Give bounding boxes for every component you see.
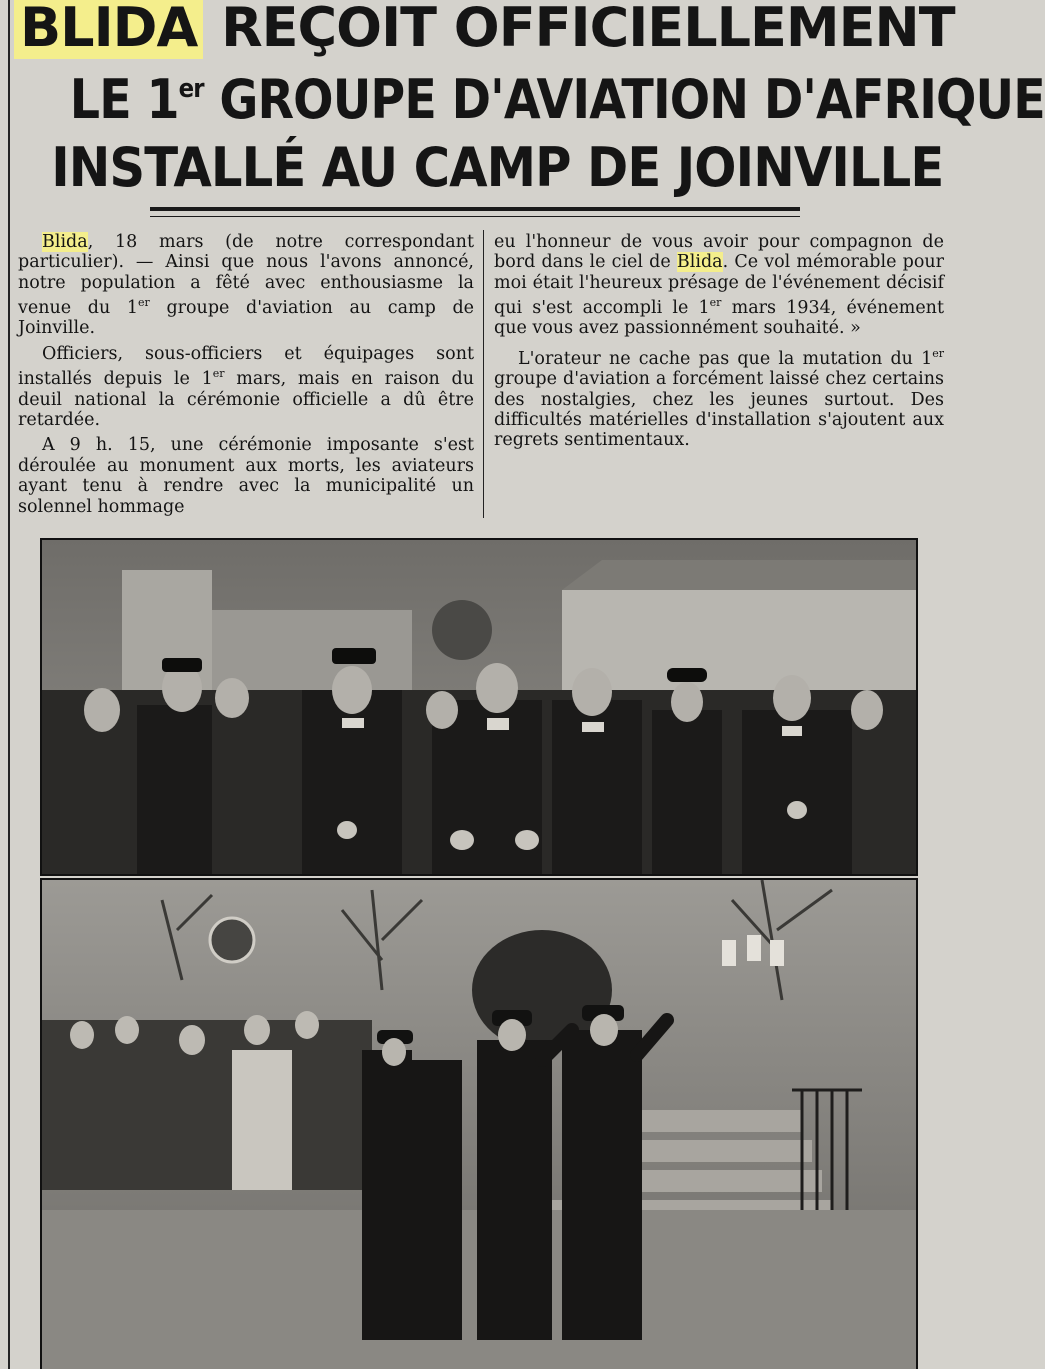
photo-monument-salute: [40, 878, 918, 1369]
headline-highlight-blida: BLIDA: [14, 0, 203, 59]
paragraph-4: [494, 232, 944, 339]
column-rule-left: [8, 0, 10, 1369]
headline-line-2-a: LE 1: [69, 68, 179, 131]
photo-monument-image: [42, 880, 916, 1369]
column-divider: [483, 230, 484, 518]
superscript: er: [932, 346, 944, 360]
paragraph-1-end: groupe d'aviation au camp de Joinville.: [18, 298, 475, 339]
place-highlight-blida-2: Blida: [676, 252, 723, 273]
paragraph-4-b: . Ce vol mémorable pour moi était l'heureux présage de l'événement décisif qui s'est accompli le 1: [494, 252, 944, 319]
headline-divider: [150, 207, 800, 217]
paragraph-5: [494, 344, 944, 451]
paragraph-5-a: L'orateur ne cache pas que la mutation du 1: [518, 348, 933, 369]
headline-line-1-text: REÇOIT OFFICIELLEMENT: [203, 0, 955, 59]
article-column-left: [18, 232, 474, 517]
paragraph-5-b: groupe d'aviation a forcément laissé chez certains des nostalgies, chez les jeunes surtout. Des difficultés matérielles d'installation s'ajoutent aux regrets sentimentaux.: [494, 369, 944, 451]
photo-officers-group: [40, 538, 918, 876]
headline-superscript: er: [178, 74, 204, 104]
paragraph-3: A 9 h. 15, une cérémonie imposante s'est déroulée au monument aux morts, les aviateurs ayant tenu à rendre avec la municipalité un solennel hommage: [18, 435, 474, 517]
paragraph-2-a: Officiers, sous-officiers et équipages sont installés depuis le 1: [18, 343, 474, 390]
headline-line-1: [14, 0, 955, 59]
paragraph-4-a: eu l'honneur de vous avoir pour compagnon de bord dans le ciel de: [494, 232, 944, 273]
headline-line-2-b: GROUPE D'AVIATION D'AFRIQUE: [203, 68, 1045, 131]
paragraph-1-text: , 18 mars (de notre correspondant particulier). — Ainsi que nous l'avons annoncé, notre population a fêté avec enthousiasme la venue du 1: [18, 232, 474, 319]
superscript: er: [709, 296, 722, 310]
paragraph-4-c: mars 1934, événement que vous avez passionnément souhaité. »: [494, 298, 944, 339]
paragraph-2: [18, 344, 474, 430]
article-column-right: [494, 232, 944, 451]
superscript: er: [138, 296, 150, 310]
place-highlight-blida: Blida: [42, 232, 88, 252]
photo-officers-image: [42, 540, 916, 874]
headline-line-2: [69, 68, 1045, 131]
paragraph-1: [18, 232, 474, 339]
headline-line-3: INSTALLÉ AU CAMP DE JOINVILLE: [51, 136, 944, 199]
paragraph-2-b: mars, mais en raison du deuil national la cérémonie officielle a dû être retardée.: [18, 369, 474, 430]
superscript: er: [212, 367, 225, 381]
